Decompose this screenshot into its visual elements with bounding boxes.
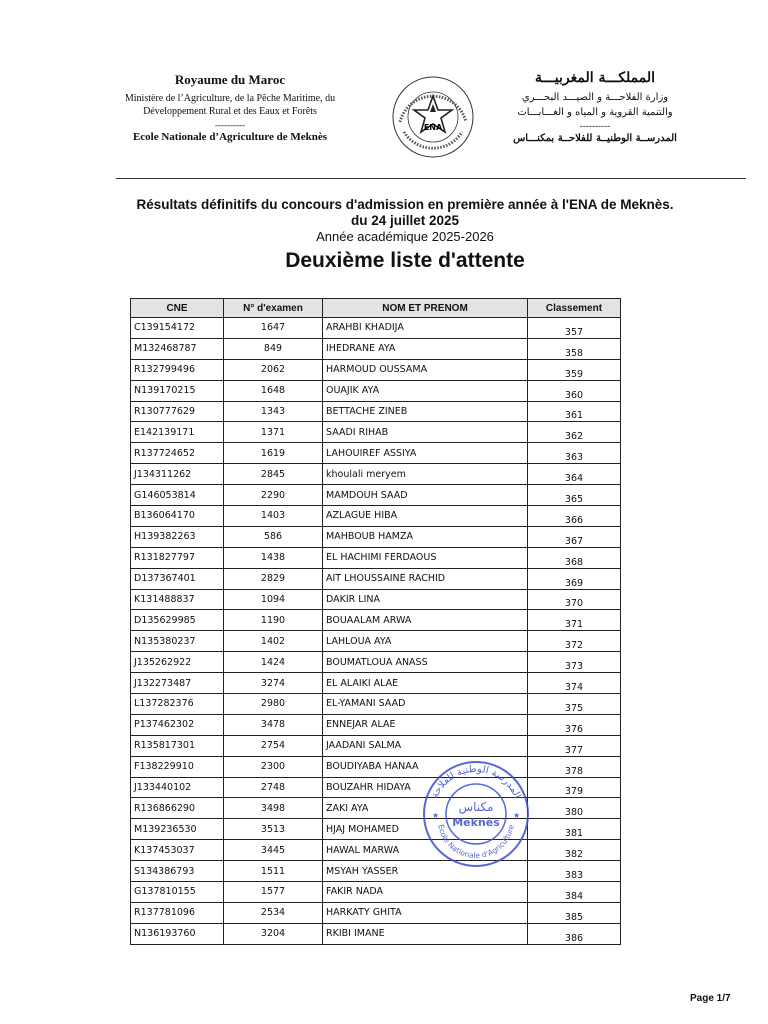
- table-row: [131, 589, 621, 610]
- page-number: Page 1/7: [690, 993, 731, 1004]
- cell-exam-number: 1438: [224, 547, 323, 568]
- header-divider: [116, 178, 746, 179]
- svg-text:المدرسة الوطنية للفلاحة: [429, 764, 522, 800]
- cell-rank: 384: [528, 882, 621, 903]
- cell-exam-number: 1190: [224, 610, 323, 631]
- cell-name: khoulali meryem: [323, 464, 528, 485]
- cell-name: LAHOUIREF ASSIYA: [323, 443, 528, 464]
- stamp-bottom-text: Ecole Nationale d'Agriculture: [436, 823, 516, 861]
- table-row: [131, 464, 621, 485]
- cell-exam-number: 3513: [224, 819, 323, 840]
- cell-rank: 376: [528, 714, 621, 735]
- cell-rank: 358: [528, 338, 621, 359]
- cell-rank: 379: [528, 777, 621, 798]
- table-row: [131, 359, 621, 380]
- cell-rank: 368: [528, 547, 621, 568]
- cell-rank: 385: [528, 902, 621, 923]
- cell-cne: R137724652: [131, 443, 224, 464]
- school-name-fr: Ecole Nationale d’Agriculture de Meknès: [132, 131, 328, 143]
- cell-exam-number: 2829: [224, 568, 323, 589]
- stamp-outer-text: المدرسة الوطنية للفلاحة: [429, 763, 523, 801]
- table-row: [131, 819, 621, 840]
- table-row: [131, 902, 621, 923]
- table-row: [131, 694, 621, 715]
- cell-name: LAHLOUA AYA: [323, 631, 528, 652]
- cell-rank: 386: [528, 923, 621, 944]
- table-row: [131, 798, 621, 819]
- cell-name: HARKATY GHITA: [323, 902, 528, 923]
- cell-exam-number: 1577: [224, 882, 323, 903]
- table-row: [131, 610, 621, 631]
- cell-cne: G137810155: [131, 882, 224, 903]
- cell-rank: 359: [528, 359, 621, 380]
- cell-exam-number: 1619: [224, 443, 323, 464]
- cell-cne: R136866290: [131, 798, 224, 819]
- cell-name: ZAKI AYA: [323, 798, 528, 819]
- cell-cne: F138229910: [131, 756, 224, 777]
- cell-name: IHEDRANE AYA: [323, 338, 528, 359]
- cell-cne: B136064170: [131, 506, 224, 527]
- cell-cne: J132273487: [131, 673, 224, 694]
- ena-logo-icon: [388, 72, 478, 162]
- cell-rank: 381: [528, 819, 621, 840]
- cell-cne: M132468787: [131, 338, 224, 359]
- cell-rank: 382: [528, 840, 621, 861]
- cell-exam-number: 849: [224, 338, 323, 359]
- cell-rank: 363: [528, 443, 621, 464]
- table-row: [131, 631, 621, 652]
- table-row: [131, 422, 621, 443]
- column-header-rank: Classement: [528, 299, 621, 318]
- results-title: Résultats définitifs du concours d'admission en première année à l'ENA de Meknès.: [136, 197, 674, 212]
- cell-exam-number: 2290: [224, 485, 323, 506]
- table-row: [131, 652, 621, 673]
- stamp-center-arabic: مكناس: [458, 800, 494, 814]
- cell-name: AIT LHOUSSAINE RACHID: [323, 568, 528, 589]
- ministry-line1-fr: Ministère de l’Agriculture, de la Pêche Maritime, du: [124, 93, 336, 104]
- ministry-line2-ar: والتنمية القروية و المياه و الغـــابـــات: [517, 107, 673, 118]
- cell-rank: 364: [528, 464, 621, 485]
- cell-name: SAADI RIHAB: [323, 422, 528, 443]
- cell-cne: S134386793: [131, 861, 224, 882]
- cell-rank: 361: [528, 401, 621, 422]
- table-row: [131, 568, 621, 589]
- cell-exam-number: 1511: [224, 861, 323, 882]
- table-header-row: [131, 299, 621, 318]
- column-header-exam-number: N° d'examen: [224, 299, 323, 318]
- cell-exam-number: 1371: [224, 422, 323, 443]
- cell-rank: 373: [528, 652, 621, 673]
- exam-date: du 24 juillet 2025: [350, 213, 460, 228]
- cell-exam-number: 3445: [224, 840, 323, 861]
- separator-ar: ----------: [579, 122, 611, 132]
- cell-cne: J135262922: [131, 652, 224, 673]
- cell-name: HAWAL MARWA: [323, 840, 528, 861]
- cell-rank: 372: [528, 631, 621, 652]
- table-row: [131, 714, 621, 735]
- table-row: [131, 380, 621, 401]
- table-row: [131, 318, 621, 339]
- cell-name: BOUZAHR HIDAYA: [323, 777, 528, 798]
- cell-cne: K131488837: [131, 589, 224, 610]
- table-row: [131, 443, 621, 464]
- cell-exam-number: 3498: [224, 798, 323, 819]
- document-titles: [110, 197, 700, 275]
- cell-cne: D135629985: [131, 610, 224, 631]
- cell-name: ENNEJAR ALAE: [323, 714, 528, 735]
- table-row: [131, 673, 621, 694]
- cell-exam-number: 2748: [224, 777, 323, 798]
- results-table: [130, 298, 621, 945]
- cell-name: ARAHBI KHADIJA: [323, 318, 528, 339]
- cell-cne: N139170215: [131, 380, 224, 401]
- cell-exam-number: 1403: [224, 506, 323, 527]
- header-arabic: [490, 70, 700, 144]
- cell-rank: 360: [528, 380, 621, 401]
- cell-cne: G146053814: [131, 485, 224, 506]
- table-body: [131, 318, 621, 945]
- cell-name: BOUAALAM ARWA: [323, 610, 528, 631]
- academic-year: Année académique 2025-2026: [316, 229, 494, 244]
- table-row: [131, 547, 621, 568]
- table-row: [131, 401, 621, 422]
- cell-name: BOUDIYABA HANAA: [323, 756, 528, 777]
- cell-name: MAMDOUH SAAD: [323, 485, 528, 506]
- cell-cne: M139236530: [131, 819, 224, 840]
- cell-name: HARMOUD OUSSAMA: [323, 359, 528, 380]
- table-row: [131, 506, 621, 527]
- table-row: [131, 338, 621, 359]
- cell-rank: 370: [528, 589, 621, 610]
- cell-rank: 374: [528, 673, 621, 694]
- cell-exam-number: 1647: [224, 318, 323, 339]
- cell-name: BOUMATLOUA ANASS: [323, 652, 528, 673]
- school-stamp-icon: [420, 758, 532, 870]
- cell-exam-number: 1402: [224, 631, 323, 652]
- logo-text: ENA: [423, 123, 443, 132]
- table-row: [131, 735, 621, 756]
- column-header-name: NOM ET PRENOM: [323, 299, 528, 318]
- table-row: [131, 861, 621, 882]
- cell-exam-number: 586: [224, 526, 323, 547]
- cell-cne: P137462302: [131, 714, 224, 735]
- cell-rank: 365: [528, 485, 621, 506]
- cell-exam-number: 1424: [224, 652, 323, 673]
- cell-rank: 383: [528, 861, 621, 882]
- stamp-star-right-icon: ★: [513, 811, 521, 820]
- cell-cne: E142139171: [131, 422, 224, 443]
- cell-exam-number: 1648: [224, 380, 323, 401]
- cell-exam-number: 3204: [224, 923, 323, 944]
- cell-rank: 375: [528, 694, 621, 715]
- cell-rank: 380: [528, 798, 621, 819]
- cell-cne: L137282376: [131, 694, 224, 715]
- ministry-line2-fr: Développement Rural et des Eaux et Forêts: [143, 106, 317, 117]
- kingdom-title-fr: Royaume du Maroc: [174, 72, 286, 87]
- cell-cne: R137781096: [131, 902, 224, 923]
- cell-cne: D137367401: [131, 568, 224, 589]
- cell-cne: K137453037: [131, 840, 224, 861]
- cell-cne: R135817301: [131, 735, 224, 756]
- table-row: [131, 840, 621, 861]
- cell-exam-number: 2845: [224, 464, 323, 485]
- cell-name: BETTACHE ZINEB: [323, 401, 528, 422]
- table-row: [131, 923, 621, 944]
- cell-exam-number: 3478: [224, 714, 323, 735]
- list-title: Deuxième liste d'attente: [285, 249, 525, 272]
- table-row: [131, 882, 621, 903]
- cell-rank: 378: [528, 756, 621, 777]
- cell-cne: R130777629: [131, 401, 224, 422]
- stamp-star-left-icon: ★: [432, 811, 440, 820]
- table-row: [131, 777, 621, 798]
- cell-name: AZLAGUE HIBA: [323, 506, 528, 527]
- cell-cne: R132799496: [131, 359, 224, 380]
- cell-rank: 371: [528, 610, 621, 631]
- cell-name: EL HACHIMI FERDAOUS: [323, 547, 528, 568]
- cell-rank: 366: [528, 506, 621, 527]
- cell-rank: 369: [528, 568, 621, 589]
- cell-name: MSYAH YASSER: [323, 861, 528, 882]
- column-header-cne: CNE: [131, 299, 224, 318]
- cell-rank: 357: [528, 318, 621, 339]
- cell-cne: C139154172: [131, 318, 224, 339]
- cell-name: EL-YAMANI SAAD: [323, 694, 528, 715]
- cell-cne: R131827797: [131, 547, 224, 568]
- cell-name: FAKIR NADA: [323, 882, 528, 903]
- cell-name: OUAJIK AYA: [323, 380, 528, 401]
- separator-fr: ----------: [215, 120, 245, 130]
- cell-exam-number: 2062: [224, 359, 323, 380]
- cell-exam-number: 1094: [224, 589, 323, 610]
- cell-rank: 367: [528, 526, 621, 547]
- cell-name: EL ALAIKI ALAE: [323, 673, 528, 694]
- table-row: [131, 756, 621, 777]
- stamp-center-latin: Meknès: [452, 816, 500, 829]
- cell-cne: N135380237: [131, 631, 224, 652]
- cell-name: MAHBOUB HAMZA: [323, 526, 528, 547]
- cell-exam-number: 2534: [224, 902, 323, 923]
- cell-exam-number: 2300: [224, 756, 323, 777]
- cell-name: JAADANI SALMA: [323, 735, 528, 756]
- cell-rank: 362: [528, 422, 621, 443]
- school-name-ar: المدرســة الوطنيــة للفلاحــة بمكنـــاس: [513, 133, 677, 144]
- table-row: [131, 485, 621, 506]
- cell-cne: N136193760: [131, 923, 224, 944]
- table-row: [131, 526, 621, 547]
- ministry-line1-ar: وزارة الفلاحـــة و الصيـــد البحـــري: [521, 92, 669, 103]
- cell-cne: H139382263: [131, 526, 224, 547]
- header-french: [100, 72, 360, 143]
- cell-cne: J133440102: [131, 777, 224, 798]
- cell-exam-number: 2754: [224, 735, 323, 756]
- cell-rank: 377: [528, 735, 621, 756]
- kingdom-title-ar: المملكـــة المغربيـــة: [534, 70, 656, 86]
- cell-exam-number: 2980: [224, 694, 323, 715]
- cell-exam-number: 1343: [224, 401, 323, 422]
- cell-exam-number: 3274: [224, 673, 323, 694]
- cell-name: RKIBI IMANE: [323, 923, 528, 944]
- cell-name: HJAJ MOHAMED: [323, 819, 528, 840]
- cell-name: DAKIR LINA: [323, 589, 528, 610]
- cell-cne: J134311262: [131, 464, 224, 485]
